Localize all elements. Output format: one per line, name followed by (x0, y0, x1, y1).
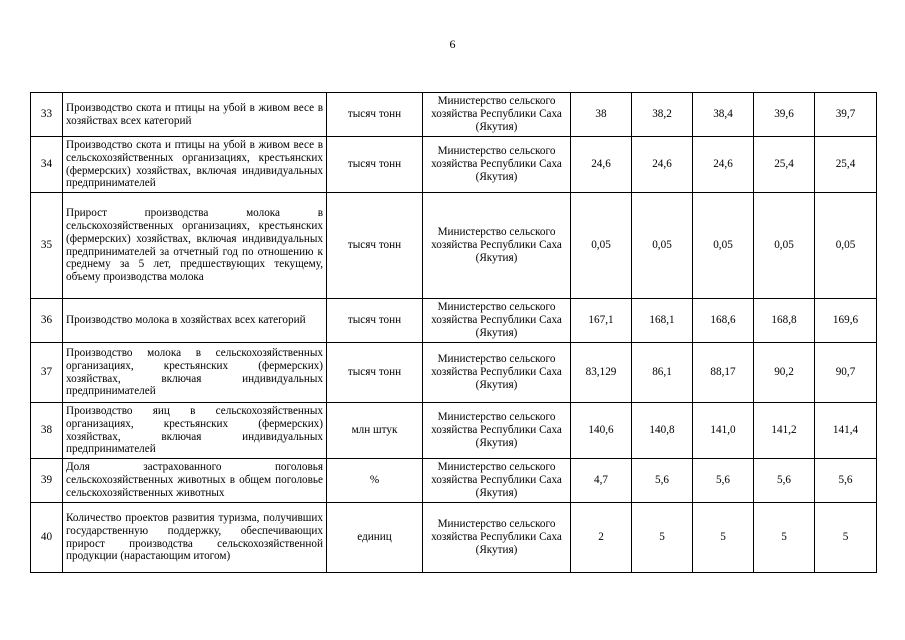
value-cell: 4,7 (571, 459, 632, 503)
table-row (31, 403, 877, 459)
value-cell: 88,17 (693, 343, 754, 403)
value-cell: 0,05 (693, 193, 754, 299)
value-cell: 140,6 (571, 403, 632, 459)
table-row (31, 193, 877, 299)
value-cell: 2 (571, 503, 632, 573)
value-cell: 39,6 (754, 93, 815, 137)
table-row (31, 503, 877, 573)
responsible-ministry-cell: Министерство сельского хозяйства Республики Саха (Якутия) (423, 459, 571, 503)
value-cell: 38,2 (632, 93, 693, 137)
value-cell: 5,6 (632, 459, 693, 503)
value-cell: 5 (815, 503, 877, 573)
table-row (31, 343, 877, 403)
value-cell: 0,05 (632, 193, 693, 299)
table-row (31, 459, 877, 503)
responsible-ministry-cell: Министерство сельского хозяйства Республики Саха (Якутия) (423, 193, 571, 299)
value-cell: 90,7 (815, 343, 877, 403)
value-cell: 38,4 (693, 93, 754, 137)
value-cell: 168,6 (693, 299, 754, 343)
table-row (31, 93, 877, 137)
value-cell: 83,129 (571, 343, 632, 403)
value-cell: 140,8 (632, 403, 693, 459)
responsible-ministry-cell: Министерство сельского хозяйства Республики Саха (Якутия) (423, 343, 571, 403)
unit-cell: тысяч тонн (327, 343, 423, 403)
unit-cell: млн штук (327, 403, 423, 459)
unit-cell: единиц (327, 503, 423, 573)
value-cell: 39,7 (815, 93, 877, 137)
value-cell: 141,4 (815, 403, 877, 459)
indicators-body (31, 93, 877, 573)
value-cell: 0,05 (815, 193, 877, 299)
value-cell: 86,1 (632, 343, 693, 403)
value-cell: 169,6 (815, 299, 877, 343)
row-number-cell: 38 (31, 403, 63, 459)
responsible-ministry-cell: Министерство сельского хозяйства Республики Саха (Якутия) (423, 137, 571, 193)
value-cell: 5 (754, 503, 815, 573)
value-cell: 5,6 (693, 459, 754, 503)
value-cell: 0,05 (754, 193, 815, 299)
responsible-ministry-cell: Министерство сельского хозяйства Республики Саха (Якутия) (423, 403, 571, 459)
value-cell: 168,8 (754, 299, 815, 343)
unit-cell: тысяч тонн (327, 93, 423, 137)
indicator-name-cell: Производство скота и птицы на убой в живом весе в хозяйствах всех категорий (63, 93, 327, 137)
indicator-name-cell: Количество проектов развития туризма, получивших государственную поддержку, обеспечивающих прирост производства сельскохозяйственной продукции (нарастающим итогом) (63, 503, 327, 573)
value-cell: 24,6 (632, 137, 693, 193)
row-number-cell: 33 (31, 93, 63, 137)
row-number-cell: 39 (31, 459, 63, 503)
unit-cell: тысяч тонн (327, 299, 423, 343)
value-cell: 90,2 (754, 343, 815, 403)
indicator-name-cell: Прирост производства молока в сельскохозяйственных организациях, крестьянских (фермерских) хозяйствах, включая индивидуальных предпринимателей за отчетный год по отношению к среднему за 5 лет, предшествующих текущему, объему производства молока (63, 193, 327, 299)
value-cell: 38 (571, 93, 632, 137)
indicators-table (30, 92, 877, 573)
value-cell: 5,6 (815, 459, 877, 503)
row-number-cell: 37 (31, 343, 63, 403)
value-cell: 5 (632, 503, 693, 573)
responsible-ministry-cell: Министерство сельского хозяйства Республики Саха (Якутия) (423, 93, 571, 137)
indicator-name-cell: Производство скота и птицы на убой в живом весе в сельскохозяйственных организациях, крестьянских (фермерских) хозяйствах, включая индивидуальных предпринимателей (63, 137, 327, 193)
row-number-cell: 40 (31, 503, 63, 573)
row-number-cell: 35 (31, 193, 63, 299)
value-cell: 167,1 (571, 299, 632, 343)
responsible-ministry-cell: Министерство сельского хозяйства Республики Саха (Якутия) (423, 503, 571, 573)
value-cell: 25,4 (754, 137, 815, 193)
value-cell: 25,4 (815, 137, 877, 193)
value-cell: 0,05 (571, 193, 632, 299)
row-number-cell: 34 (31, 137, 63, 193)
table-row (31, 137, 877, 193)
value-cell: 141,0 (693, 403, 754, 459)
indicator-name-cell: Производство молока в сельскохозяйственных организациях, крестьянских (фермерских) хозяйствах, включая индивидуальных предпринимателей (63, 343, 327, 403)
value-cell: 5,6 (754, 459, 815, 503)
row-number-cell: 36 (31, 299, 63, 343)
table-row (31, 299, 877, 343)
unit-cell: тысяч тонн (327, 193, 423, 299)
page-number: 6 (449, 37, 456, 51)
value-cell: 168,1 (632, 299, 693, 343)
indicator-name-cell: Производство молока в хозяйствах всех категорий (63, 299, 327, 343)
responsible-ministry-cell: Министерство сельского хозяйства Республики Саха (Якутия) (423, 299, 571, 343)
unit-cell: тысяч тонн (327, 137, 423, 193)
unit-cell: % (327, 459, 423, 503)
value-cell: 5 (693, 503, 754, 573)
value-cell: 24,6 (693, 137, 754, 193)
indicator-name-cell: Производство яиц в сельскохозяйственных организациях, крестьянских (фермерских) хозяйствах, включая индивидуальных предпринимателей (63, 403, 327, 459)
value-cell: 141,2 (754, 403, 815, 459)
indicator-name-cell: Доля застрахованного поголовья сельскохозяйственных животных в общем поголовье сельскохозяйственных животных (63, 459, 327, 503)
value-cell: 24,6 (571, 137, 632, 193)
